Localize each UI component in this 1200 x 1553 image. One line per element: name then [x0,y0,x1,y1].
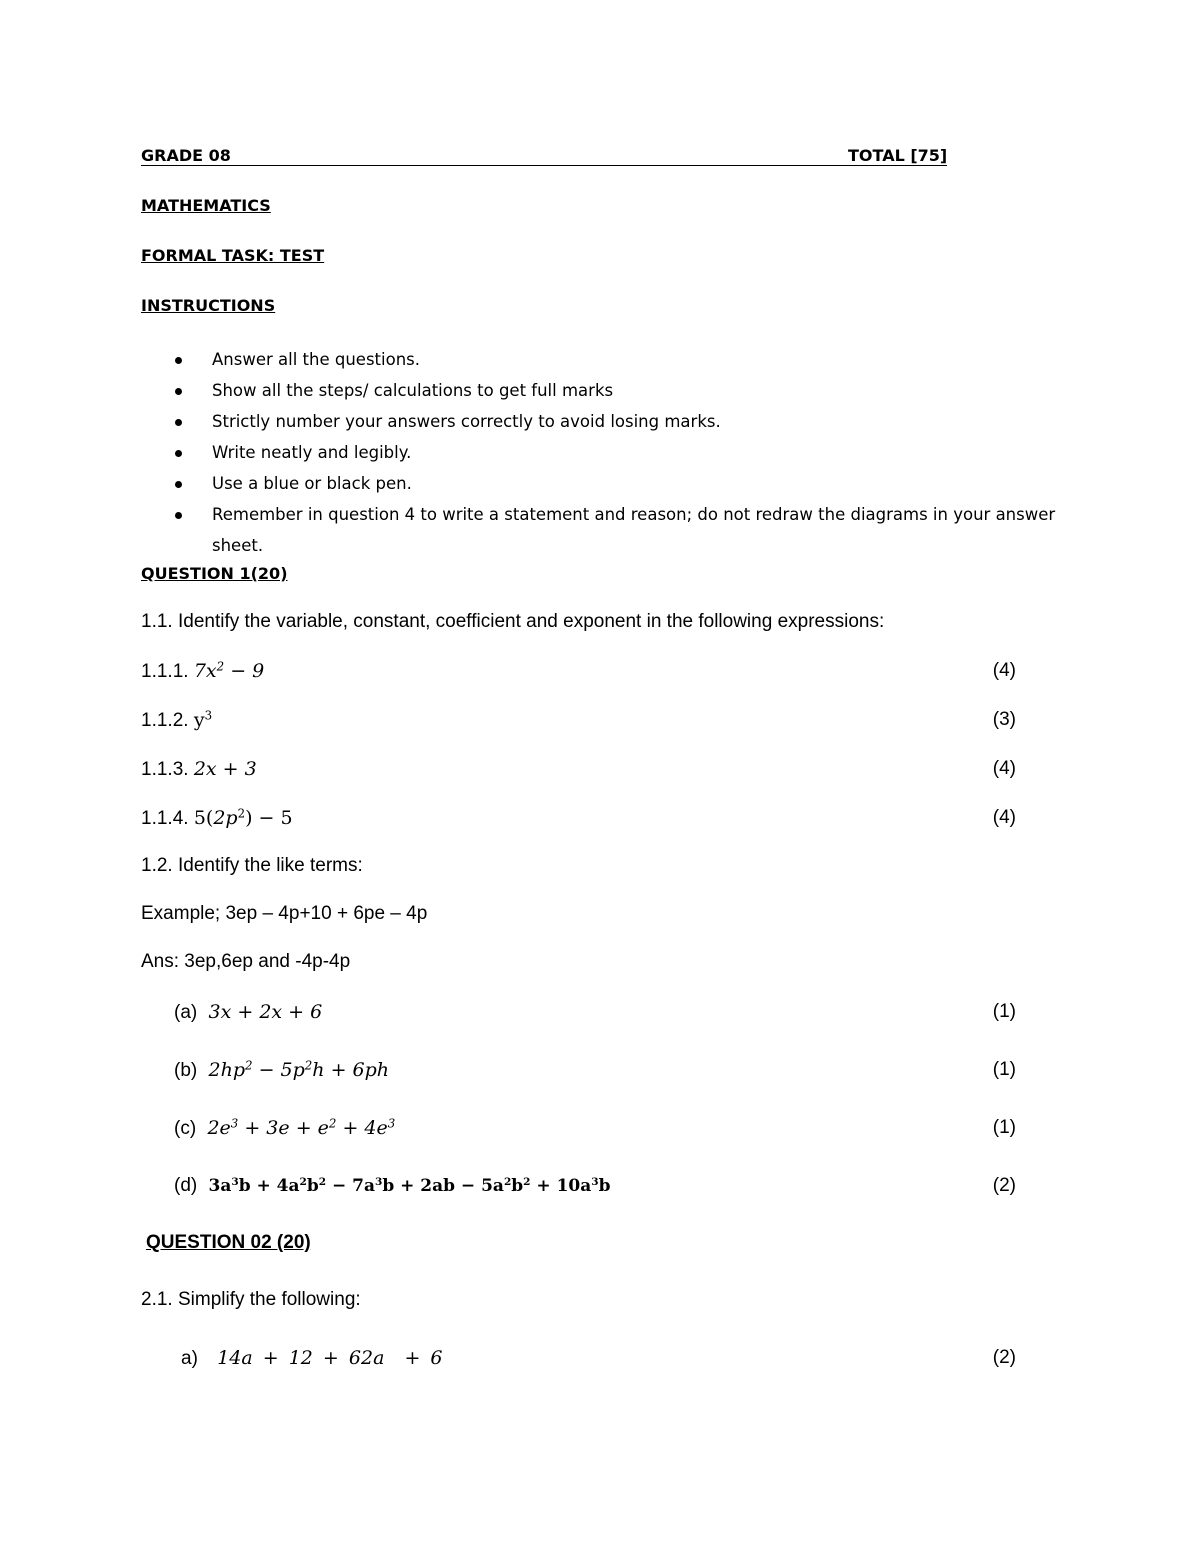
expression: $5(2p^2) - 5$ [193,806,293,829]
marks-1-1-1: (4) [992,660,1016,681]
expression: $y^3$ [193,708,213,731]
header-rule [141,145,947,166]
question-1-1-1 [141,660,264,683]
question-2-title: QUESTION 02 (20) [146,1232,311,1253]
task-title: FORMAL TASK: TEST [141,246,325,265]
expression: $7x^2 - 9$ [193,659,265,682]
question-1-2-d [174,1175,610,1197]
item-number: 1.1.2. [141,710,189,731]
instruction-item: Write neatly and legibly. [170,437,1070,468]
part-label: (d) [174,1175,198,1196]
grade-label: GRADE 08 [141,146,231,165]
expression: $3a^3b + 4a^2b^2 - 7a^3b + 2ab - 5a^2b^2 + 10a^3b$ [208,1176,611,1196]
like-terms-answer: Ans: 3ep,6ep and -4p-4p [141,951,351,972]
question-1-2-a [174,1001,322,1024]
question-2-1-intro: 2.1. Simplify the following: [141,1289,361,1310]
subject-title: MATHEMATICS [141,196,271,215]
marks-1-1-4: (4) [992,807,1016,828]
item-number: 1.1.3. [141,759,189,780]
marks-1-1-3: (4) [992,758,1016,779]
question-1-1-3 [141,758,257,781]
question-1-1-intro: 1.1. Identify the variable, constant, coefficient and exponent in the following expressions: [141,611,885,632]
instruction-item: Answer all the questions. [170,344,1070,375]
instruction-item: Use a blue or black pen. [170,468,1070,499]
part-label: (b) [174,1060,198,1081]
question-1-2-intro: 1.2. Identify the like terms: [141,855,363,876]
instruction-item: Remember in question 4 to write a statement and reason; do not redraw the diagrams in your answer sheet. [170,499,1070,561]
item-number: 1.1.1. [141,661,189,682]
question-1-2-c [174,1117,395,1140]
like-terms-example: Example; 3ep – 4p+10 + 6pe – 4p [141,903,428,924]
question-1-title: QUESTION 1(20) [141,564,288,583]
part-label: (c) [174,1118,197,1139]
question-1-2-b [174,1059,389,1082]
marks-2-1-a: (2) [992,1347,1016,1368]
item-number: 1.1.4. [141,808,189,829]
marks-1-1-2: (3) [992,709,1016,730]
part-label: a) [181,1348,198,1369]
expression: 2x + 3 [193,758,257,780]
marks-1-2-c: (1) [992,1117,1016,1138]
expression: $2hp^2 - 5p^2h + 6ph$ [208,1058,390,1081]
expression: 3x + 2x + 6 [208,1001,323,1023]
total-label: TOTAL [75] [848,146,948,165]
instructions-title: INSTRUCTIONS [141,296,276,315]
instruction-item: Strictly number your answers correctly to avoid losing marks. [170,406,1070,437]
question-1-1-4 [141,807,293,830]
marks-1-2-b: (1) [992,1059,1016,1080]
question-1-1-2 [141,709,212,732]
marks-1-2-d: (2) [992,1175,1016,1196]
expression: $2e^3 + 3e + e^2 + 4e^3$ [207,1116,396,1139]
question-2-1-a [181,1347,443,1370]
instruction-item: Show all the steps/ calculations to get full marks [170,375,1070,406]
part-label: (a) [174,1002,198,1023]
expression: 14a + 12 + 62a + 6 [217,1347,443,1369]
marks-1-2-a: (1) [992,1001,1016,1022]
instructions-list [170,344,1070,561]
